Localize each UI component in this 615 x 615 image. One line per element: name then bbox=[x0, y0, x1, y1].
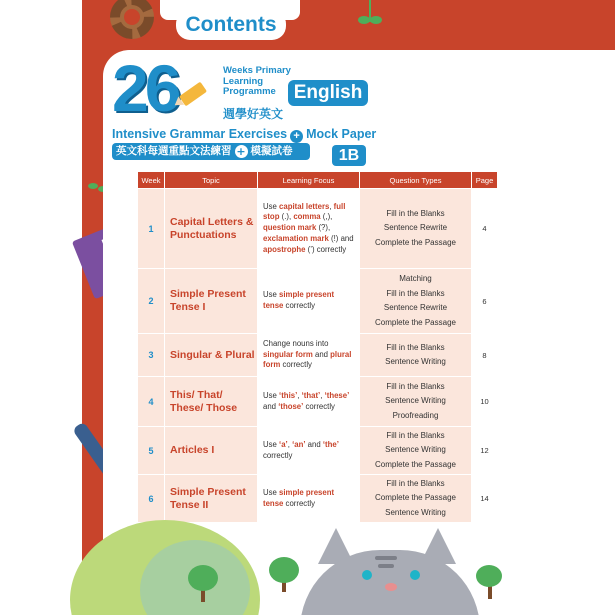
tree-icon bbox=[269, 557, 299, 583]
tree-icon bbox=[188, 565, 218, 591]
week-cell: 6 bbox=[138, 475, 165, 523]
cat-stripe bbox=[375, 556, 397, 560]
column-header-page: Page bbox=[472, 172, 498, 189]
page-number-cell: 10 bbox=[472, 377, 498, 427]
topic-cell: Articles I bbox=[165, 427, 258, 475]
learning-focus-cell bbox=[258, 189, 360, 269]
column-header-topic: Topic bbox=[165, 172, 258, 189]
question-type: Sentence Writing bbox=[385, 357, 446, 366]
series-subtitle bbox=[112, 127, 376, 143]
question-type: Matching bbox=[399, 274, 432, 283]
focus-text: Use bbox=[263, 487, 280, 497]
focus-text: (’) correctly bbox=[305, 244, 347, 254]
grammar-title: Intensive Grammar Exercises bbox=[112, 127, 288, 141]
contents-table bbox=[137, 171, 498, 523]
focus-text: , bbox=[320, 390, 325, 400]
question-types-cell bbox=[360, 377, 472, 427]
focus-keyword: ‘the’ bbox=[322, 439, 339, 449]
question-type: Proofreading bbox=[392, 410, 439, 420]
logo-number: 26 bbox=[112, 51, 178, 125]
focus-keyword: simple present tense bbox=[263, 290, 335, 310]
topic-cell: Simple Present Tense I bbox=[165, 269, 258, 334]
chinese-subtitle-1: 英文科每週重點文法練習 bbox=[116, 145, 232, 157]
mock-paper-label: Mock Paper bbox=[306, 127, 377, 141]
table-row bbox=[138, 189, 498, 269]
learning-focus-cell bbox=[258, 269, 360, 334]
focus-keyword: plural form bbox=[263, 349, 352, 370]
week-cell: 4 bbox=[138, 377, 165, 427]
question-type: Fill in the Blanks bbox=[386, 478, 445, 488]
learning-focus-cell bbox=[258, 475, 360, 523]
focus-keyword: question mark bbox=[263, 223, 317, 233]
programme-text: Weeks Primary Learning Programme bbox=[223, 65, 291, 97]
focus-keyword: comma bbox=[293, 212, 321, 222]
question-type: Fill in the Blanks bbox=[386, 430, 445, 440]
topic-cell: Simple Present Tense II bbox=[165, 475, 258, 523]
focus-text: correctly bbox=[303, 401, 335, 411]
question-type: Sentence Writing bbox=[385, 445, 446, 455]
focus-keyword: singular form bbox=[263, 349, 313, 359]
cat-stripe bbox=[378, 564, 394, 568]
week-cell: 2 bbox=[138, 269, 165, 334]
focus-keyword: full stop bbox=[263, 201, 346, 222]
table-row bbox=[138, 334, 498, 377]
focus-keyword: apostrophe bbox=[263, 244, 306, 254]
plus-icon: + bbox=[236, 145, 246, 158]
focus-text: , bbox=[329, 201, 334, 211]
focus-text: and bbox=[312, 349, 331, 359]
focus-keyword: ‘these’ bbox=[324, 390, 350, 400]
focus-text: Use bbox=[263, 390, 280, 400]
question-type: Complete the Passage bbox=[375, 459, 456, 469]
chinese-title: 週學好英文 bbox=[223, 107, 284, 121]
focus-keyword: ‘this’ bbox=[279, 390, 298, 400]
page-number-cell: 8 bbox=[472, 334, 498, 377]
focus-keyword: ‘those’ bbox=[278, 401, 304, 411]
subject-badge: English bbox=[288, 80, 368, 106]
focus-text: correctly bbox=[283, 498, 316, 508]
column-header-focus: Learning Focus bbox=[258, 172, 360, 189]
level-badge: 1B bbox=[332, 145, 366, 166]
focus-text: and bbox=[305, 439, 323, 449]
question-type: Fill in the Blanks bbox=[386, 342, 445, 352]
focus-keyword: ‘a’ bbox=[279, 439, 288, 449]
focus-keyword: simple present tense bbox=[263, 487, 335, 508]
table-row bbox=[138, 427, 498, 475]
page-number-cell: 14 bbox=[472, 475, 498, 523]
focus-keyword: ‘that’ bbox=[301, 390, 321, 400]
page-number-cell: 4 bbox=[472, 189, 498, 269]
plant-icon bbox=[355, 0, 395, 30]
week-cell: 3 bbox=[138, 334, 165, 377]
learning-focus-cell bbox=[258, 427, 360, 475]
table-row bbox=[138, 269, 498, 334]
gear-hole bbox=[124, 9, 140, 25]
focus-text: , bbox=[287, 439, 293, 449]
page-title: Contents bbox=[176, 10, 286, 40]
focus-text: Use bbox=[263, 201, 280, 211]
question-type: Complete the Passage bbox=[375, 493, 456, 503]
focus-text: correctly bbox=[280, 360, 312, 370]
week-cell: 1 bbox=[138, 189, 165, 269]
topic-cell: Capital Letters & Punctuations bbox=[165, 189, 258, 269]
plus-icon: + bbox=[290, 130, 303, 143]
cat-nose bbox=[385, 583, 397, 591]
page-number-cell: 6 bbox=[472, 269, 498, 334]
column-header-types: Question Types bbox=[360, 172, 472, 189]
focus-text: (,), bbox=[320, 212, 333, 222]
table-row bbox=[138, 377, 498, 427]
chinese-subtitle-2: 模擬試卷 bbox=[250, 145, 293, 157]
week-cell: 5 bbox=[138, 427, 165, 475]
focus-text: and bbox=[263, 401, 279, 411]
focus-text: correctly bbox=[263, 450, 293, 460]
question-type: Sentence Rewrite bbox=[383, 223, 448, 233]
question-types-cell bbox=[360, 427, 472, 475]
table-row bbox=[138, 475, 498, 523]
page-number-cell: 12 bbox=[472, 427, 498, 475]
focus-text: Use bbox=[263, 290, 280, 300]
focus-text: , bbox=[297, 390, 302, 400]
table-body bbox=[138, 189, 498, 523]
leaf-icon bbox=[88, 183, 98, 189]
question-types-cell bbox=[360, 269, 472, 334]
focus-keyword: ‘an’ bbox=[292, 439, 306, 449]
learning-focus-cell bbox=[258, 334, 360, 377]
focus-text: (!) and bbox=[328, 233, 354, 243]
focus-text: Use bbox=[263, 439, 280, 449]
learning-focus-cell bbox=[258, 377, 360, 427]
column-header-week: Week bbox=[138, 172, 165, 189]
question-type: Fill in the Blanks bbox=[386, 381, 445, 391]
question-type: Sentence Writing bbox=[385, 507, 446, 517]
question-type: Sentence Writing bbox=[385, 396, 446, 406]
question-type: Fill in the Blanks bbox=[386, 288, 445, 298]
focus-keyword: exclamation mark bbox=[263, 233, 329, 243]
question-types-cell bbox=[360, 334, 472, 377]
question-type: Sentence Rewrite bbox=[383, 303, 448, 312]
topic-cell: Singular & Plural bbox=[165, 334, 258, 377]
focus-text: Change nouns into bbox=[263, 338, 329, 348]
focus-keyword: capital letters bbox=[279, 201, 330, 211]
focus-text: (.), bbox=[279, 212, 294, 222]
cat-eye bbox=[362, 570, 372, 580]
table-header-row bbox=[138, 172, 498, 189]
chinese-subtitle-bar bbox=[112, 143, 310, 160]
cat-eye bbox=[410, 570, 420, 580]
tree-trunk bbox=[488, 585, 492, 599]
question-type: Complete the Passage bbox=[375, 237, 456, 247]
question-types-cell bbox=[360, 475, 472, 523]
question-types-cell bbox=[360, 189, 472, 269]
tree-icon bbox=[476, 565, 502, 587]
topic-cell: This/ That/ These/ Those bbox=[165, 377, 258, 427]
question-type: Fill in the Blanks bbox=[386, 208, 445, 218]
question-type: Complete the Passage bbox=[375, 317, 456, 327]
focus-text: (?), bbox=[316, 223, 331, 233]
focus-text: correctly bbox=[283, 301, 316, 310]
